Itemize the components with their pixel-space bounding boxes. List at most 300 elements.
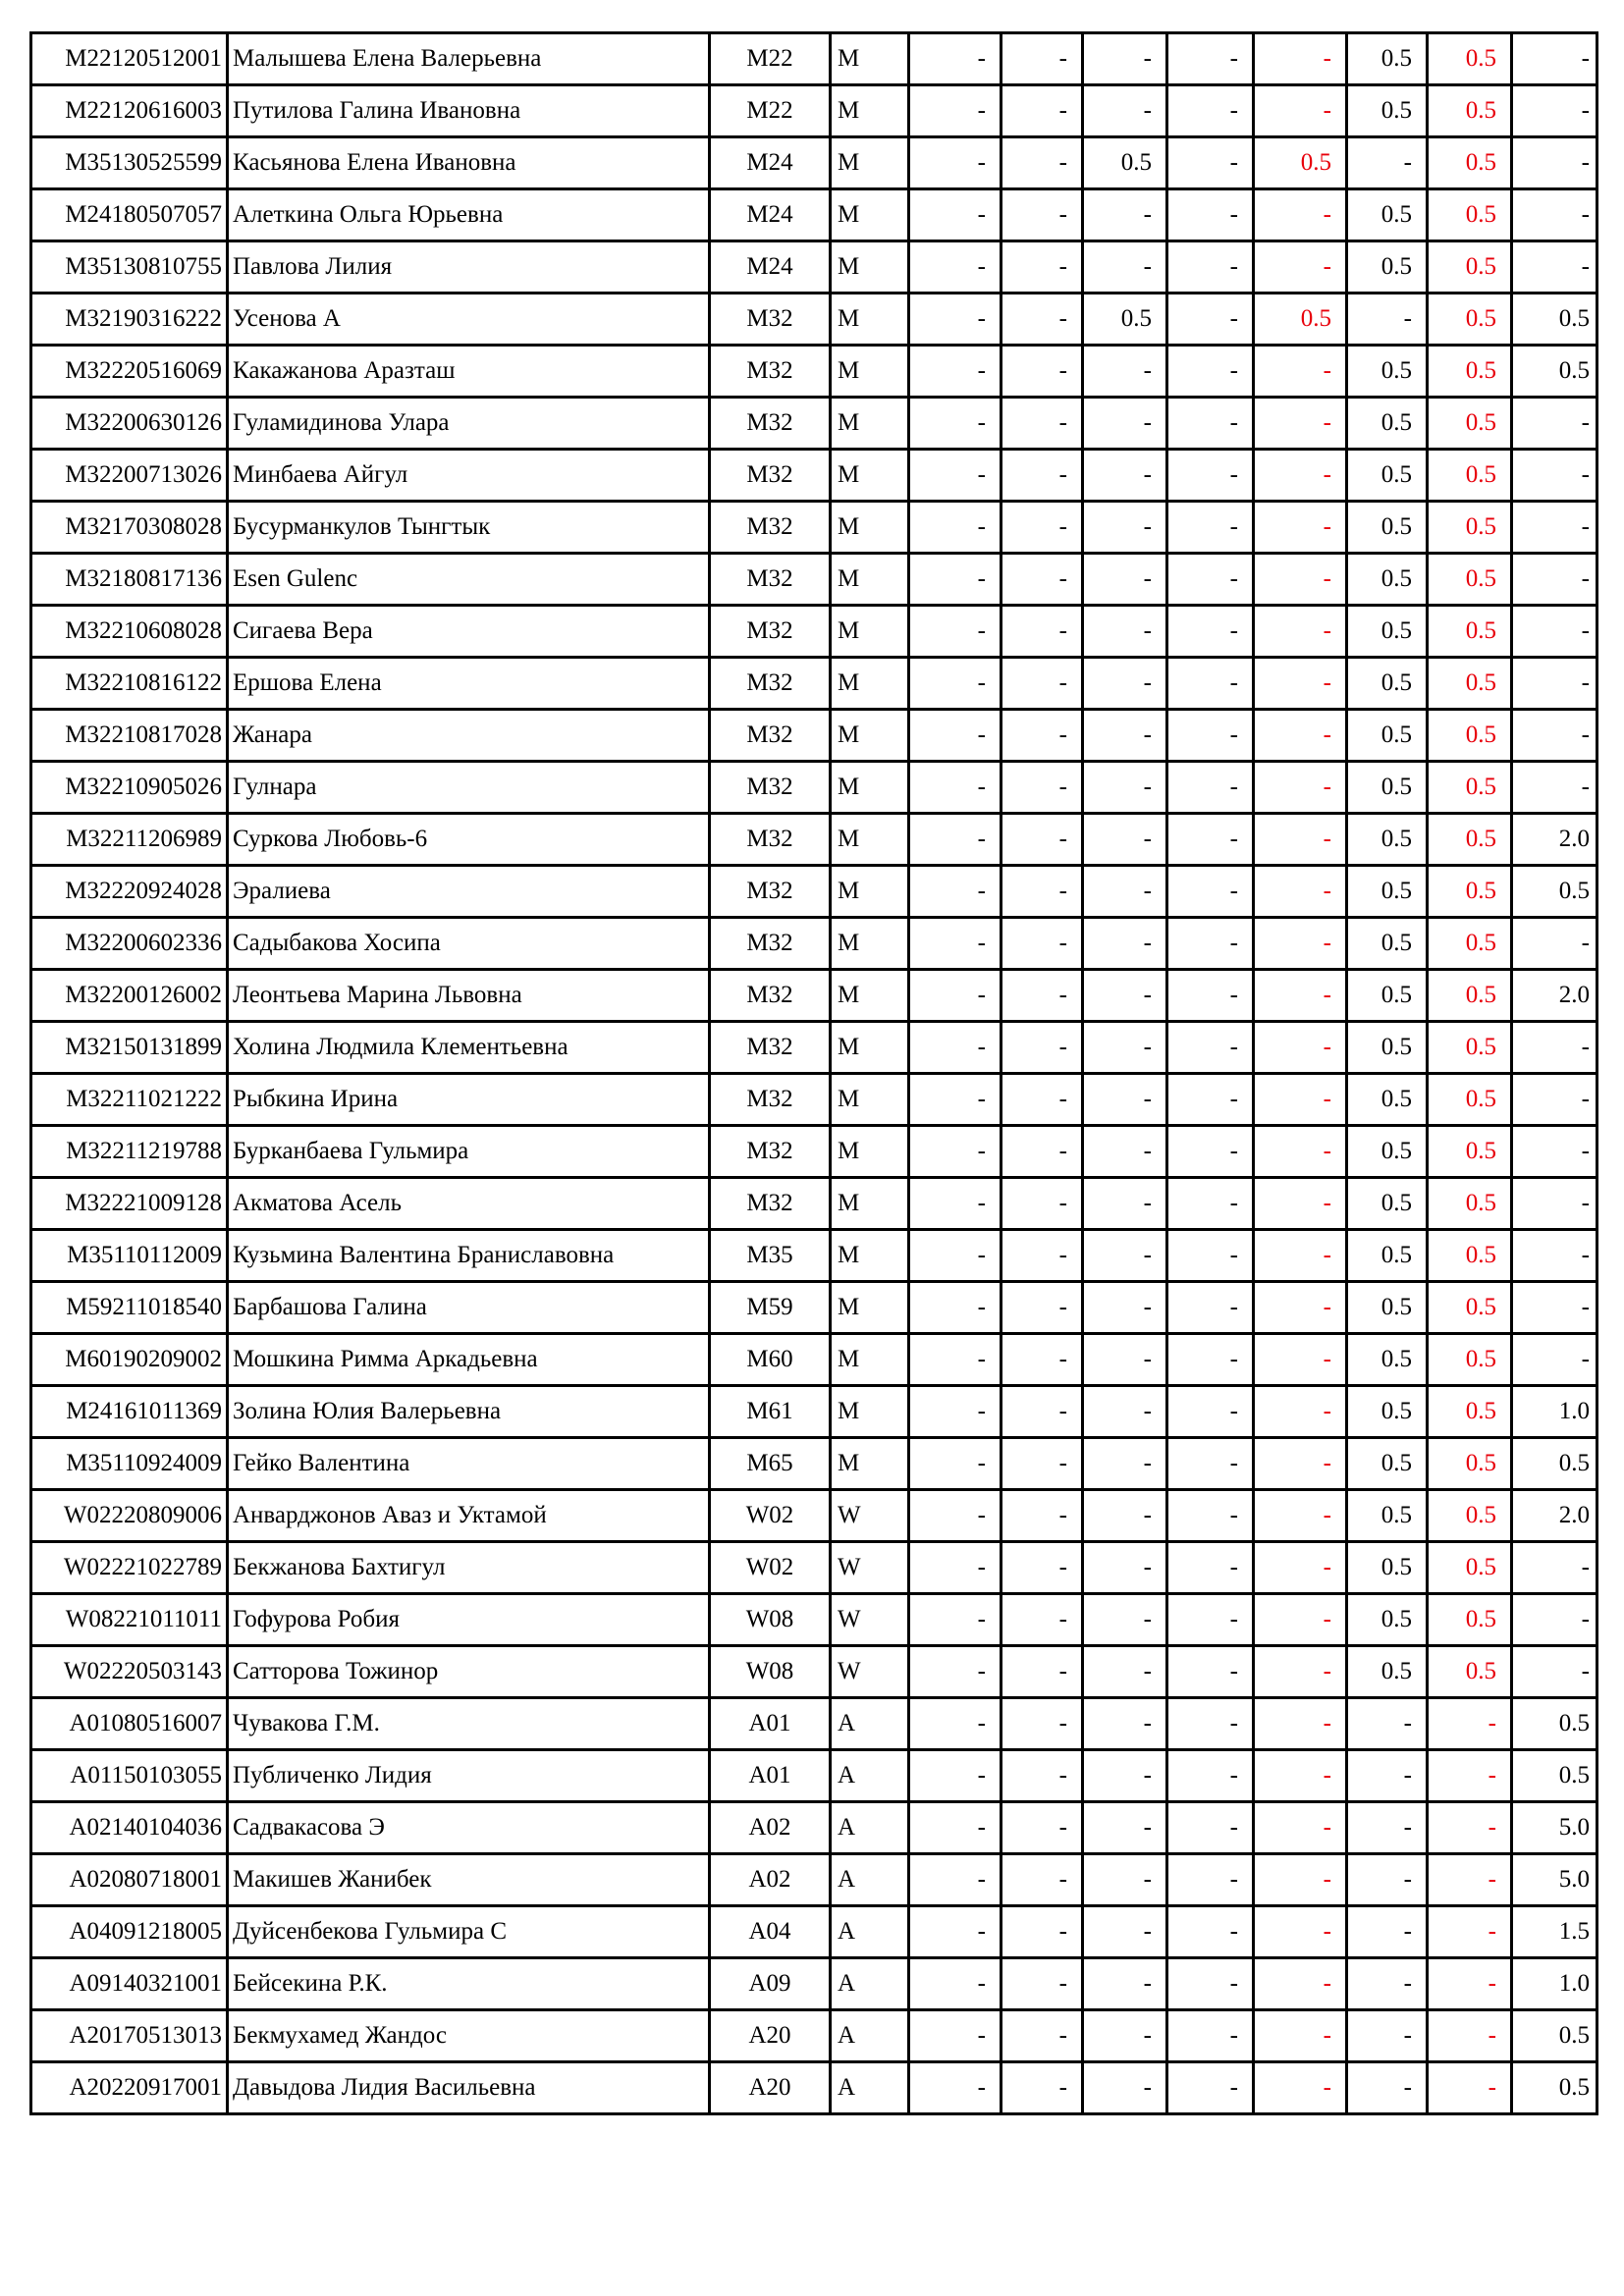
total-cell: - bbox=[1512, 1126, 1597, 1178]
category-cell: M bbox=[831, 918, 909, 970]
score-6-cell: - bbox=[1347, 1854, 1428, 1906]
table-row bbox=[31, 2062, 1597, 2114]
score-4-cell: - bbox=[1167, 346, 1254, 398]
score-7-cell: - bbox=[1428, 2010, 1512, 2062]
score-5-cell: - bbox=[1254, 710, 1347, 762]
participant-id-cell: M59211018540 bbox=[31, 1282, 228, 1334]
participant-name-cell: Садвакасова Э bbox=[228, 1802, 710, 1854]
score-3-cell: - bbox=[1083, 1438, 1167, 1490]
score-1-cell: - bbox=[909, 762, 1001, 814]
category-cell: M bbox=[831, 1334, 909, 1386]
group-code-cell: M22 bbox=[710, 33, 831, 85]
group-code-cell: M32 bbox=[710, 1178, 831, 1230]
score-4-cell: - bbox=[1167, 1906, 1254, 1958]
score-1-cell: - bbox=[909, 2010, 1001, 2062]
score-5-cell: - bbox=[1254, 762, 1347, 814]
total-cell: 0.5 bbox=[1512, 1750, 1597, 1802]
participant-name-cell: Какажанова Аразташ bbox=[228, 346, 710, 398]
group-code-cell: M32 bbox=[710, 450, 831, 502]
score-5-cell: - bbox=[1254, 33, 1347, 85]
score-3-cell: - bbox=[1083, 1282, 1167, 1334]
total-cell: - bbox=[1512, 1074, 1597, 1126]
score-6-cell: 0.5 bbox=[1347, 33, 1428, 85]
score-3-cell: - bbox=[1083, 2010, 1167, 2062]
table-row bbox=[31, 1958, 1597, 2010]
score-7-cell: 0.5 bbox=[1428, 762, 1512, 814]
score-1-cell: - bbox=[909, 294, 1001, 346]
score-7-cell: 0.5 bbox=[1428, 189, 1512, 241]
participant-name-cell: Павлова Лилия bbox=[228, 241, 710, 294]
score-5-cell: - bbox=[1254, 554, 1347, 606]
total-cell: - bbox=[1512, 241, 1597, 294]
score-5-cell: - bbox=[1254, 1750, 1347, 1802]
score-3-cell: - bbox=[1083, 658, 1167, 710]
category-cell: A bbox=[831, 1802, 909, 1854]
score-6-cell: - bbox=[1347, 2010, 1428, 2062]
participant-name-cell: Дуйсенбекова Гульмира С bbox=[228, 1906, 710, 1958]
score-2-cell: - bbox=[1001, 1958, 1083, 2010]
score-6-cell: - bbox=[1347, 1958, 1428, 2010]
participant-name-cell: Гофурова Робия bbox=[228, 1594, 710, 1646]
score-7-cell: 0.5 bbox=[1428, 1386, 1512, 1438]
score-7-cell: - bbox=[1428, 1906, 1512, 1958]
table-row bbox=[31, 1230, 1597, 1282]
participant-id-cell: M32190316222 bbox=[31, 294, 228, 346]
score-1-cell: - bbox=[909, 137, 1001, 189]
total-cell: 2.0 bbox=[1512, 1490, 1597, 1542]
score-7-cell: - bbox=[1428, 1958, 1512, 2010]
participant-id-cell: M35130525599 bbox=[31, 137, 228, 189]
category-cell: M bbox=[831, 1438, 909, 1490]
score-2-cell: - bbox=[1001, 189, 1083, 241]
category-cell: M bbox=[831, 294, 909, 346]
participant-id-cell: A20220917001 bbox=[31, 2062, 228, 2114]
total-cell: 1.5 bbox=[1512, 1906, 1597, 1958]
score-3-cell: - bbox=[1083, 1542, 1167, 1594]
score-4-cell: - bbox=[1167, 33, 1254, 85]
group-code-cell: A09 bbox=[710, 1958, 831, 2010]
table-row bbox=[31, 1178, 1597, 1230]
score-2-cell: - bbox=[1001, 1178, 1083, 1230]
score-2-cell: - bbox=[1001, 1230, 1083, 1282]
score-6-cell: 0.5 bbox=[1347, 1490, 1428, 1542]
score-2-cell: - bbox=[1001, 294, 1083, 346]
data-table bbox=[29, 31, 1598, 2115]
score-3-cell: - bbox=[1083, 866, 1167, 918]
score-3-cell: - bbox=[1083, 1854, 1167, 1906]
score-3-cell: - bbox=[1083, 1022, 1167, 1074]
score-2-cell: - bbox=[1001, 970, 1083, 1022]
group-code-cell: A02 bbox=[710, 1854, 831, 1906]
total-cell: 1.0 bbox=[1512, 1958, 1597, 2010]
score-2-cell: - bbox=[1001, 814, 1083, 866]
group-code-cell: A01 bbox=[710, 1698, 831, 1750]
score-1-cell: - bbox=[909, 1022, 1001, 1074]
table-row bbox=[31, 1854, 1597, 1906]
table-row bbox=[31, 189, 1597, 241]
category-cell: M bbox=[831, 450, 909, 502]
total-cell: - bbox=[1512, 710, 1597, 762]
score-3-cell: - bbox=[1083, 606, 1167, 658]
score-3-cell: - bbox=[1083, 346, 1167, 398]
score-2-cell: - bbox=[1001, 2062, 1083, 2114]
category-cell: M bbox=[831, 1230, 909, 1282]
total-cell: - bbox=[1512, 1230, 1597, 1282]
score-1-cell: - bbox=[909, 1750, 1001, 1802]
score-6-cell: 0.5 bbox=[1347, 241, 1428, 294]
category-cell: A bbox=[831, 2062, 909, 2114]
total-cell: - bbox=[1512, 502, 1597, 554]
score-7-cell: 0.5 bbox=[1428, 866, 1512, 918]
group-code-cell: M32 bbox=[710, 554, 831, 606]
participant-name-cell: Путилова Галина Ивановна bbox=[228, 85, 710, 137]
participant-id-cell: M32180817136 bbox=[31, 554, 228, 606]
score-2-cell: - bbox=[1001, 1802, 1083, 1854]
score-1-cell: - bbox=[909, 450, 1001, 502]
category-cell: W bbox=[831, 1542, 909, 1594]
participant-name-cell: Барбашова Галина bbox=[228, 1282, 710, 1334]
group-code-cell: W08 bbox=[710, 1646, 831, 1698]
score-7-cell: 0.5 bbox=[1428, 241, 1512, 294]
participant-id-cell: A20170513013 bbox=[31, 2010, 228, 2062]
participant-name-cell: Жанара bbox=[228, 710, 710, 762]
group-code-cell: A20 bbox=[710, 2010, 831, 2062]
score-1-cell: - bbox=[909, 1178, 1001, 1230]
score-6-cell: 0.5 bbox=[1347, 85, 1428, 137]
total-cell: - bbox=[1512, 1282, 1597, 1334]
score-5-cell: - bbox=[1254, 1022, 1347, 1074]
score-2-cell: - bbox=[1001, 1074, 1083, 1126]
score-4-cell: - bbox=[1167, 85, 1254, 137]
group-code-cell: M24 bbox=[710, 241, 831, 294]
score-3-cell: - bbox=[1083, 189, 1167, 241]
score-1-cell: - bbox=[909, 814, 1001, 866]
score-6-cell: 0.5 bbox=[1347, 450, 1428, 502]
score-2-cell: - bbox=[1001, 1126, 1083, 1178]
score-1-cell: - bbox=[909, 33, 1001, 85]
participant-name-cell: Малышева Елена Валерьевна bbox=[228, 33, 710, 85]
participant-id-cell: M24161011369 bbox=[31, 1386, 228, 1438]
score-2-cell: - bbox=[1001, 1022, 1083, 1074]
score-1-cell: - bbox=[909, 1698, 1001, 1750]
category-cell: M bbox=[831, 866, 909, 918]
score-4-cell: - bbox=[1167, 398, 1254, 450]
score-2-cell: - bbox=[1001, 1490, 1083, 1542]
score-6-cell: 0.5 bbox=[1347, 1178, 1428, 1230]
score-1-cell: - bbox=[909, 710, 1001, 762]
score-4-cell: - bbox=[1167, 1802, 1254, 1854]
group-code-cell: M59 bbox=[710, 1282, 831, 1334]
participant-name-cell: Холина Людмила Клементьевна bbox=[228, 1022, 710, 1074]
total-cell: - bbox=[1512, 398, 1597, 450]
score-6-cell: - bbox=[1347, 1802, 1428, 1854]
participant-name-cell: Анварджонов Аваз и Уктамой bbox=[228, 1490, 710, 1542]
score-3-cell: - bbox=[1083, 502, 1167, 554]
score-5-cell: - bbox=[1254, 398, 1347, 450]
table-row bbox=[31, 1542, 1597, 1594]
score-2-cell: - bbox=[1001, 502, 1083, 554]
score-5-cell: - bbox=[1254, 814, 1347, 866]
score-3-cell: - bbox=[1083, 398, 1167, 450]
score-6-cell: 0.5 bbox=[1347, 1334, 1428, 1386]
score-3-cell: - bbox=[1083, 918, 1167, 970]
participant-id-cell: M35110924009 bbox=[31, 1438, 228, 1490]
category-cell: M bbox=[831, 1282, 909, 1334]
score-2-cell: - bbox=[1001, 33, 1083, 85]
score-4-cell: - bbox=[1167, 502, 1254, 554]
category-cell: M bbox=[831, 1126, 909, 1178]
score-5-cell: - bbox=[1254, 658, 1347, 710]
score-4-cell: - bbox=[1167, 241, 1254, 294]
total-cell: 0.5 bbox=[1512, 2010, 1597, 2062]
score-4-cell: - bbox=[1167, 1594, 1254, 1646]
score-2-cell: - bbox=[1001, 1906, 1083, 1958]
score-6-cell: 0.5 bbox=[1347, 1022, 1428, 1074]
total-cell: 0.5 bbox=[1512, 346, 1597, 398]
score-7-cell: 0.5 bbox=[1428, 346, 1512, 398]
score-3-cell: - bbox=[1083, 1334, 1167, 1386]
total-cell: - bbox=[1512, 1646, 1597, 1698]
group-code-cell: M32 bbox=[710, 762, 831, 814]
total-cell: 0.5 bbox=[1512, 294, 1597, 346]
score-7-cell: 0.5 bbox=[1428, 1594, 1512, 1646]
score-5-cell: - bbox=[1254, 450, 1347, 502]
score-3-cell: - bbox=[1083, 1126, 1167, 1178]
category-cell: M bbox=[831, 346, 909, 398]
score-3-cell: - bbox=[1083, 1958, 1167, 2010]
participant-name-cell: Бейсекина Р.К. bbox=[228, 1958, 710, 2010]
group-code-cell: M32 bbox=[710, 1126, 831, 1178]
score-2-cell: - bbox=[1001, 346, 1083, 398]
score-6-cell: 0.5 bbox=[1347, 658, 1428, 710]
participant-id-cell: M35110112009 bbox=[31, 1230, 228, 1282]
table-row bbox=[31, 450, 1597, 502]
category-cell: M bbox=[831, 33, 909, 85]
score-3-cell: - bbox=[1083, 1490, 1167, 1542]
score-3-cell: - bbox=[1083, 241, 1167, 294]
score-5-cell: - bbox=[1254, 1386, 1347, 1438]
participant-id-cell: M32210817028 bbox=[31, 710, 228, 762]
table-row bbox=[31, 710, 1597, 762]
table-row bbox=[31, 1698, 1597, 1750]
group-code-cell: M32 bbox=[710, 502, 831, 554]
participant-id-cell: M32211219788 bbox=[31, 1126, 228, 1178]
table-row bbox=[31, 1126, 1597, 1178]
category-cell: W bbox=[831, 1646, 909, 1698]
table-row bbox=[31, 1646, 1597, 1698]
total-cell: - bbox=[1512, 762, 1597, 814]
participant-id-cell: M22120616003 bbox=[31, 85, 228, 137]
score-2-cell: - bbox=[1001, 1594, 1083, 1646]
table-row bbox=[31, 137, 1597, 189]
table-row bbox=[31, 398, 1597, 450]
category-cell: A bbox=[831, 1958, 909, 2010]
score-7-cell: 0.5 bbox=[1428, 606, 1512, 658]
score-1-cell: - bbox=[909, 346, 1001, 398]
group-code-cell: M32 bbox=[710, 866, 831, 918]
participant-id-cell: M32211206989 bbox=[31, 814, 228, 866]
participant-name-cell: Мошкина Римма Аркадьевна bbox=[228, 1334, 710, 1386]
score-3-cell: - bbox=[1083, 2062, 1167, 2114]
group-code-cell: M32 bbox=[710, 346, 831, 398]
table-row bbox=[31, 1074, 1597, 1126]
score-7-cell: 0.5 bbox=[1428, 970, 1512, 1022]
category-cell: A bbox=[831, 1750, 909, 1802]
score-1-cell: - bbox=[909, 1854, 1001, 1906]
score-3-cell: 0.5 bbox=[1083, 294, 1167, 346]
participant-name-cell: Сатторова Тожинор bbox=[228, 1646, 710, 1698]
participant-name-cell: Гуламидинова Улара bbox=[228, 398, 710, 450]
score-4-cell: - bbox=[1167, 2010, 1254, 2062]
score-5-cell: - bbox=[1254, 606, 1347, 658]
table-row bbox=[31, 866, 1597, 918]
score-3-cell: - bbox=[1083, 1178, 1167, 1230]
score-7-cell: 0.5 bbox=[1428, 1334, 1512, 1386]
score-3-cell: - bbox=[1083, 1594, 1167, 1646]
score-4-cell: - bbox=[1167, 918, 1254, 970]
score-7-cell: - bbox=[1428, 1854, 1512, 1906]
score-2-cell: - bbox=[1001, 2010, 1083, 2062]
table-row bbox=[31, 1334, 1597, 1386]
group-code-cell: M65 bbox=[710, 1438, 831, 1490]
total-cell: - bbox=[1512, 1542, 1597, 1594]
score-6-cell: - bbox=[1347, 2062, 1428, 2114]
score-4-cell: - bbox=[1167, 970, 1254, 1022]
total-cell: - bbox=[1512, 85, 1597, 137]
participant-name-cell: Бекмухамед Жандос bbox=[228, 2010, 710, 2062]
score-5-cell: - bbox=[1254, 1906, 1347, 1958]
category-cell: W bbox=[831, 1490, 909, 1542]
score-3-cell: - bbox=[1083, 1646, 1167, 1698]
score-5-cell: - bbox=[1254, 502, 1347, 554]
score-2-cell: - bbox=[1001, 1698, 1083, 1750]
participant-name-cell: Бурканбаева Гульмира bbox=[228, 1126, 710, 1178]
score-7-cell: 0.5 bbox=[1428, 1230, 1512, 1282]
score-1-cell: - bbox=[909, 1074, 1001, 1126]
participant-id-cell: A09140321001 bbox=[31, 1958, 228, 2010]
group-code-cell: M32 bbox=[710, 1074, 831, 1126]
participant-id-cell: M32210608028 bbox=[31, 606, 228, 658]
score-5-cell: - bbox=[1254, 85, 1347, 137]
score-1-cell: - bbox=[909, 1386, 1001, 1438]
score-5-cell: - bbox=[1254, 241, 1347, 294]
participant-name-cell: Садыбакова Хосипа bbox=[228, 918, 710, 970]
score-7-cell: 0.5 bbox=[1428, 294, 1512, 346]
category-cell: M bbox=[831, 398, 909, 450]
total-cell: 1.0 bbox=[1512, 1386, 1597, 1438]
category-cell: M bbox=[831, 554, 909, 606]
score-6-cell: 0.5 bbox=[1347, 346, 1428, 398]
score-1-cell: - bbox=[909, 189, 1001, 241]
score-6-cell: - bbox=[1347, 1750, 1428, 1802]
score-3-cell: - bbox=[1083, 85, 1167, 137]
category-cell: A bbox=[831, 1854, 909, 1906]
score-7-cell: - bbox=[1428, 1750, 1512, 1802]
category-cell: M bbox=[831, 502, 909, 554]
score-5-cell: - bbox=[1254, 189, 1347, 241]
score-2-cell: - bbox=[1001, 241, 1083, 294]
category-cell: M bbox=[831, 241, 909, 294]
score-4-cell: - bbox=[1167, 2062, 1254, 2114]
table-row bbox=[31, 762, 1597, 814]
table-row bbox=[31, 2010, 1597, 2062]
score-6-cell: - bbox=[1347, 1906, 1428, 1958]
score-4-cell: - bbox=[1167, 814, 1254, 866]
score-5-cell: 0.5 bbox=[1254, 137, 1347, 189]
total-cell: 5.0 bbox=[1512, 1854, 1597, 1906]
score-5-cell: - bbox=[1254, 1178, 1347, 1230]
total-cell: - bbox=[1512, 658, 1597, 710]
score-3-cell: - bbox=[1083, 1698, 1167, 1750]
score-2-cell: - bbox=[1001, 398, 1083, 450]
category-cell: M bbox=[831, 1074, 909, 1126]
score-3-cell: - bbox=[1083, 762, 1167, 814]
score-7-cell: 0.5 bbox=[1428, 33, 1512, 85]
table-row bbox=[31, 1490, 1597, 1542]
participant-id-cell: M32200630126 bbox=[31, 398, 228, 450]
score-6-cell: 0.5 bbox=[1347, 1230, 1428, 1282]
score-5-cell: - bbox=[1254, 2010, 1347, 2062]
score-3-cell: - bbox=[1083, 1386, 1167, 1438]
score-5-cell: - bbox=[1254, 346, 1347, 398]
table-row bbox=[31, 33, 1597, 85]
score-4-cell: - bbox=[1167, 1854, 1254, 1906]
participant-name-cell: Бусурманкулов Тынгтык bbox=[228, 502, 710, 554]
score-4-cell: - bbox=[1167, 137, 1254, 189]
category-cell: M bbox=[831, 1178, 909, 1230]
score-5-cell: 0.5 bbox=[1254, 294, 1347, 346]
score-7-cell: 0.5 bbox=[1428, 1126, 1512, 1178]
score-6-cell: 0.5 bbox=[1347, 1282, 1428, 1334]
score-7-cell: 0.5 bbox=[1428, 710, 1512, 762]
score-2-cell: - bbox=[1001, 137, 1083, 189]
score-3-cell: - bbox=[1083, 554, 1167, 606]
participant-name-cell: Эралиева bbox=[228, 866, 710, 918]
score-5-cell: - bbox=[1254, 1698, 1347, 1750]
category-cell: M bbox=[831, 762, 909, 814]
score-4-cell: - bbox=[1167, 1750, 1254, 1802]
score-6-cell: 0.5 bbox=[1347, 710, 1428, 762]
score-5-cell: - bbox=[1254, 866, 1347, 918]
score-6-cell: 0.5 bbox=[1347, 1438, 1428, 1490]
score-4-cell: - bbox=[1167, 1178, 1254, 1230]
score-7-cell: 0.5 bbox=[1428, 1178, 1512, 1230]
participant-name-cell: Давыдова Лидия Васильевна bbox=[228, 2062, 710, 2114]
category-cell: M bbox=[831, 658, 909, 710]
score-4-cell: - bbox=[1167, 554, 1254, 606]
score-7-cell: 0.5 bbox=[1428, 658, 1512, 710]
participant-id-cell: A04091218005 bbox=[31, 1906, 228, 1958]
score-5-cell: - bbox=[1254, 1230, 1347, 1282]
participant-name-cell: Рыбкина Ирина bbox=[228, 1074, 710, 1126]
group-code-cell: M32 bbox=[710, 606, 831, 658]
table-row bbox=[31, 1750, 1597, 1802]
participant-id-cell: M24180507057 bbox=[31, 189, 228, 241]
table-body bbox=[31, 33, 1597, 2114]
score-6-cell: 0.5 bbox=[1347, 189, 1428, 241]
group-code-cell: M32 bbox=[710, 918, 831, 970]
participant-id-cell: M32200713026 bbox=[31, 450, 228, 502]
score-2-cell: - bbox=[1001, 762, 1083, 814]
score-4-cell: - bbox=[1167, 710, 1254, 762]
table-row bbox=[31, 1906, 1597, 1958]
score-5-cell: - bbox=[1254, 1126, 1347, 1178]
participant-name-cell: Гулнара bbox=[228, 762, 710, 814]
table-row bbox=[31, 658, 1597, 710]
participant-id-cell: M32170308028 bbox=[31, 502, 228, 554]
table-row bbox=[31, 1802, 1597, 1854]
score-4-cell: - bbox=[1167, 1646, 1254, 1698]
